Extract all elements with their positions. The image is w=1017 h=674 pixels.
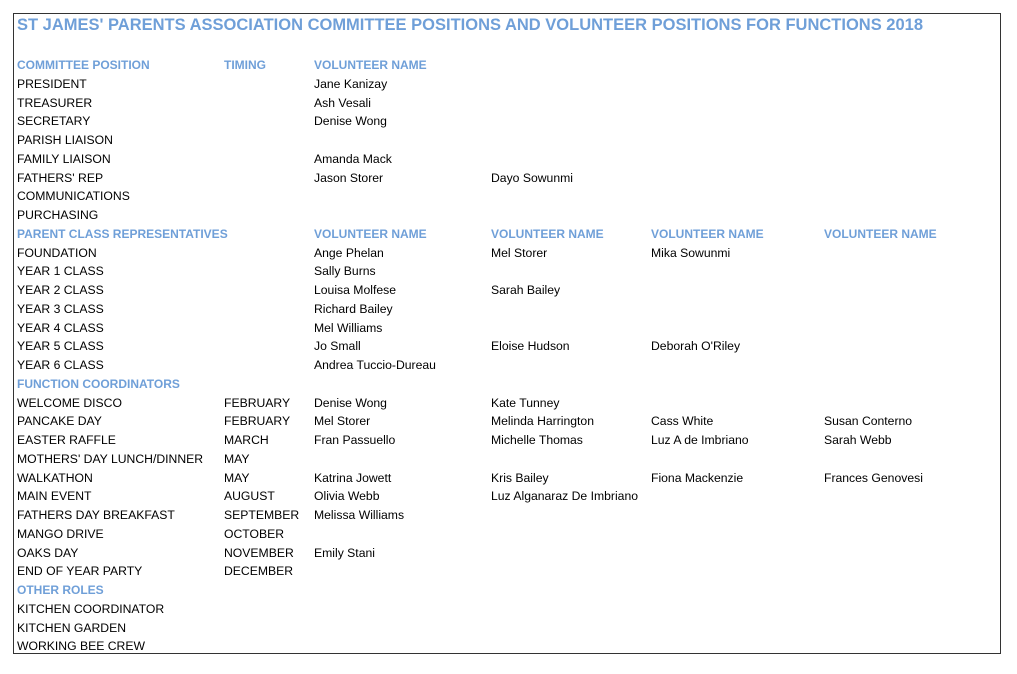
header-volunteer-1: VOLUNTEER NAME bbox=[314, 226, 427, 241]
cell-position: FAMILY LIAISON bbox=[17, 151, 111, 166]
cell-volunteer-1: Ash Vesali bbox=[314, 95, 371, 110]
header-volunteer-2: VOLUNTEER NAME bbox=[491, 226, 604, 241]
cell-position: END OF YEAR PARTY bbox=[17, 564, 143, 579]
cell-timing: MARCH bbox=[224, 433, 269, 447]
cell-position: EASTER RAFFLE bbox=[17, 433, 116, 447]
cell-volunteer-2: Kate Tunney bbox=[491, 395, 560, 410]
cell-volunteer-1: Sally Burns bbox=[314, 264, 376, 279]
cell-volunteer-2: Kris Bailey bbox=[491, 470, 549, 485]
cell-timing: NOVEMBER bbox=[224, 545, 294, 560]
cell-position: COMMUNICATIONS bbox=[17, 189, 130, 204]
cell-timing: FEBRUARY bbox=[224, 395, 291, 410]
cell-volunteer-1: Jason Storer bbox=[314, 170, 384, 185]
cell-position: TREASURER bbox=[17, 95, 93, 110]
cell-volunteer-4: Susan Conterno bbox=[824, 414, 913, 429]
cell-volunteer-1: Denise Wong bbox=[314, 114, 387, 129]
header-volunteer-3: VOLUNTEER NAME bbox=[651, 226, 764, 241]
header-position: OTHER ROLES bbox=[17, 583, 104, 597]
cell-volunteer-1: Melissa Williams bbox=[314, 508, 405, 522]
cell-position: WORKING BEE CREW bbox=[17, 639, 145, 654]
document-title: ST JAMES' PARENTS ASSOCIATION COMMITTEE POSITIONS AND VOLUNTEER POSITIONS FOR FUNCTIONS 2018 bbox=[17, 16, 924, 34]
cell-position: YEAR 5 CLASS bbox=[17, 339, 104, 354]
cell-volunteer-1: Richard Bailey bbox=[314, 301, 393, 316]
cell-volunteer-2: Melinda Harrington bbox=[491, 414, 594, 429]
cell-position: SECRETARY bbox=[17, 114, 91, 129]
cell-position: FATHERS DAY BREAKFAST bbox=[17, 508, 175, 522]
cell-position: MAIN EVENT bbox=[17, 489, 92, 504]
cell-volunteer-4: Frances Genovesi bbox=[824, 470, 923, 485]
cell-position: MOTHERS' DAY LUNCH/DINNER bbox=[17, 451, 204, 466]
header-position: PARENT CLASS REPRESENTATIVES bbox=[17, 226, 228, 241]
header-timing: TIMING bbox=[224, 58, 266, 72]
cell-position: PANCAKE DAY bbox=[17, 414, 102, 429]
cell-volunteer-3: Deborah O'Riley bbox=[651, 339, 741, 354]
cell-position: PURCHASING bbox=[17, 208, 99, 222]
cell-volunteer-2: Luz Alganaraz De Imbriano bbox=[491, 489, 639, 504]
cell-position: KITCHEN GARDEN bbox=[17, 620, 127, 635]
cell-volunteer-4: Sarah Webb bbox=[824, 433, 892, 447]
cell-position: KITCHEN COORDINATOR bbox=[17, 601, 165, 616]
cell-volunteer-3: Luz A de Imbriano bbox=[651, 433, 749, 447]
cell-volunteer-1: Andrea Tuccio-Dureau bbox=[314, 358, 436, 372]
cell-timing: SEPTEMBER bbox=[224, 508, 300, 522]
header-position: COMMITTEE POSITION bbox=[17, 58, 150, 72]
cell-timing: MAY bbox=[224, 451, 250, 466]
cell-position: FATHERS' REP bbox=[17, 170, 104, 185]
cell-volunteer-1: Mel Williams bbox=[314, 320, 383, 335]
cell-timing: OCTOBER bbox=[224, 526, 285, 541]
cell-position: WALKATHON bbox=[17, 470, 93, 485]
cell-timing: MAY bbox=[224, 470, 250, 485]
cell-volunteer-1: Denise Wong bbox=[314, 395, 387, 410]
cell-volunteer-3: Mika Sowunmi bbox=[651, 245, 731, 260]
cell-volunteer-2: Eloise Hudson bbox=[491, 339, 570, 354]
cell-position: YEAR 4 CLASS bbox=[17, 320, 104, 335]
cell-volunteer-1: Katrina Jowett bbox=[314, 470, 392, 485]
cell-position: WELCOME DISCO bbox=[17, 395, 122, 410]
cell-position: MANGO DRIVE bbox=[17, 526, 104, 541]
header-volunteer-1: VOLUNTEER NAME bbox=[314, 58, 427, 72]
cell-volunteer-3: Fiona Mackenzie bbox=[651, 470, 744, 485]
cell-timing: FEBRUARY bbox=[224, 414, 291, 429]
header-volunteer-4: VOLUNTEER NAME bbox=[824, 226, 937, 241]
cell-volunteer-2: Dayo Sowunmi bbox=[491, 170, 573, 185]
cell-volunteer-1: Amanda Mack bbox=[314, 151, 392, 166]
cell-volunteer-1: Louisa Molfese bbox=[314, 283, 396, 297]
cell-volunteer-1: Fran Passuello bbox=[314, 433, 396, 447]
cell-position: YEAR 1 CLASS bbox=[17, 264, 104, 279]
document-frame bbox=[13, 13, 1001, 654]
cell-position: PARISH LIAISON bbox=[17, 133, 113, 147]
cell-volunteer-2: Mel Storer bbox=[491, 245, 548, 260]
cell-timing: AUGUST bbox=[224, 489, 275, 504]
cell-volunteer-1: Jo Small bbox=[314, 339, 361, 354]
cell-volunteer-1: Ange Phelan bbox=[314, 245, 384, 260]
cell-volunteer-1: Mel Storer bbox=[314, 414, 371, 429]
cell-position: YEAR 3 CLASS bbox=[17, 301, 104, 316]
cell-position: FOUNDATION bbox=[17, 245, 97, 260]
cell-position: YEAR 2 CLASS bbox=[17, 283, 104, 297]
cell-volunteer-1: Emily Stani bbox=[314, 545, 375, 560]
cell-position: YEAR 6 CLASS bbox=[17, 358, 104, 372]
cell-timing: DECEMBER bbox=[224, 564, 294, 579]
cell-volunteer-1: Olivia Webb bbox=[314, 489, 380, 504]
header-position: FUNCTION COORDINATORS bbox=[17, 376, 180, 391]
cell-position: PRESIDENT bbox=[17, 76, 87, 91]
cell-position: OAKS DAY bbox=[17, 545, 79, 560]
cell-volunteer-3: Cass White bbox=[651, 414, 714, 429]
cell-volunteer-1: Jane Kanizay bbox=[314, 76, 388, 91]
cell-volunteer-2: Michelle Thomas bbox=[491, 433, 583, 447]
cell-volunteer-2: Sarah Bailey bbox=[491, 283, 561, 297]
